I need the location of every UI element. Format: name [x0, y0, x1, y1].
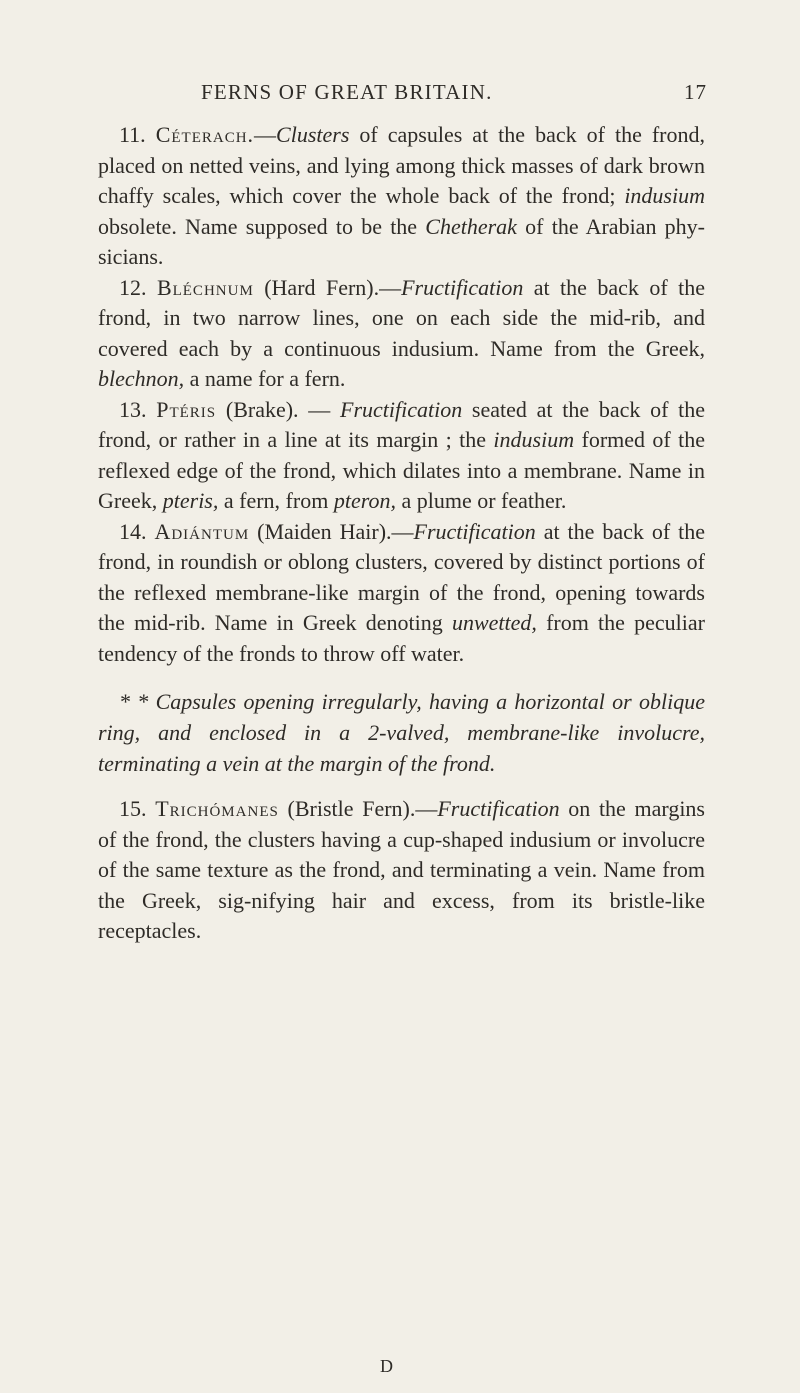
section-note	[98, 686, 705, 779]
entry-number: 12.	[119, 274, 147, 300]
description-text: of capsules at the back of the frond, placed on netted veins, and lying among thick masses of dark brown chaffy scales, which cover the whole back of the frond;	[98, 122, 705, 208]
genus-name: Céterach.	[155, 122, 255, 147]
italic-term: Clusters	[276, 122, 350, 147]
entry-dash: —	[415, 796, 438, 821]
genus-entry	[98, 273, 705, 395]
entry-dash: —	[391, 518, 414, 544]
italic-term: pteron,	[333, 488, 396, 513]
signature-mark: D	[380, 1356, 394, 1376]
description-text: at the back of the frond, in two narrow lines, one on each side the mid-rib, and covered each by a continuous indusium. Name from the Greek,	[98, 274, 705, 361]
entry-dash: —	[379, 274, 402, 300]
entry-number: 14.	[119, 518, 147, 544]
entry-number: 11.	[119, 122, 146, 147]
common-name: (Maiden Hair).	[249, 518, 392, 544]
description-text: of the Arabian phy-sicians.	[98, 213, 705, 269]
description-text: a name for a fern.	[184, 366, 346, 391]
page-number: 17	[684, 80, 707, 104]
description-text: seated at the back of the frond, or rather in a line at its margin ; the	[98, 396, 705, 452]
description-text: a plume or feather.	[395, 488, 567, 513]
italic-term: Fructification	[437, 796, 560, 821]
note-marker: * *	[119, 689, 156, 714]
entry-dash: —	[254, 122, 277, 147]
page-header	[98, 80, 707, 110]
description-text: formed of the reflexed edge of the frond, which dilates into a membrane. Name in Greek,	[98, 427, 705, 513]
italic-term: Fructification	[401, 274, 524, 300]
description-text: from the peculiar tendency of the fronds to throw off water.	[98, 610, 705, 666]
description-text: at the back of the frond, in roundish or oblong clusters, covered by distinct portions of the reflexed membrane-like margin of the frond, opening towards the mid-rib. Name in Greek denoting	[98, 518, 705, 635]
common-name: (Brake).	[216, 396, 299, 422]
entry-number: 15.	[119, 796, 147, 821]
genus-name: Ptéris	[156, 396, 217, 422]
page-body	[98, 120, 705, 947]
italic-term: indusium	[493, 427, 575, 452]
running-head: FERNS OF GREAT BRITAIN.	[201, 80, 493, 104]
genus-name: Trichómanes	[155, 796, 279, 821]
italic-term: indusium	[624, 183, 705, 208]
entry-dash: —	[298, 396, 340, 422]
italic-term: Fructification	[413, 518, 536, 544]
common-name: (Bristle Fern).	[278, 796, 416, 821]
genus-entry	[98, 517, 705, 670]
note-text: Capsules opening irregularly, having a horizontal or oblique ring, and enclosed in a 2-valved, membrane-like involucre, terminating a vein at the margin of the frond.	[98, 689, 705, 776]
genus-entry	[98, 395, 705, 517]
genus-entries	[98, 120, 705, 669]
genus-entries-after-note	[98, 794, 705, 947]
genus-name: Adiántum	[154, 518, 250, 544]
entry-number: 13.	[119, 396, 147, 422]
description-text: obsolete. Name supposed to be the	[98, 213, 426, 239]
description-text: a fern, from	[218, 488, 334, 513]
italic-term: Fructification	[340, 396, 463, 422]
description-text: on the margins of the frond, the clusters having a cup-shaped indusium or involucre of the same texture as the frond, and terminating a vein. Name from the Greek, sig-nifying hair and excess, from its bristle-like receptacles.	[98, 796, 705, 943]
genus-name: Bléchnum	[156, 274, 254, 300]
italic-term: pteris,	[162, 488, 219, 513]
italic-term: unwetted,	[451, 610, 537, 635]
genus-entry	[98, 794, 705, 947]
common-name: (Hard Fern).	[253, 274, 380, 300]
genus-entry	[98, 120, 705, 273]
italic-term: Chetherak	[425, 213, 517, 239]
italic-term: blechnon,	[98, 366, 185, 391]
